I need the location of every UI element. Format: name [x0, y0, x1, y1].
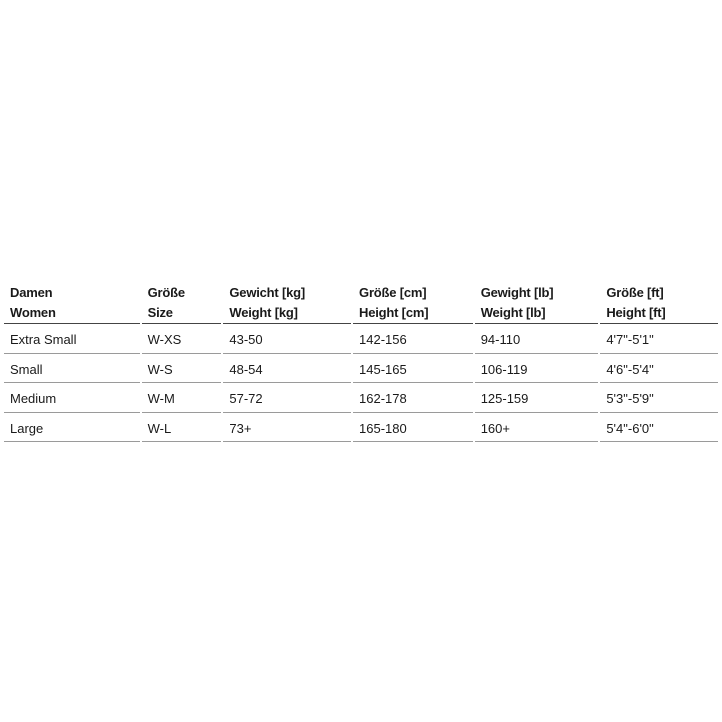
header-label-en: Height [cm]	[359, 305, 429, 320]
cell-height-cm: 162-178	[353, 383, 473, 413]
header-label-en: Women	[10, 305, 56, 320]
cell-height-cm: 165-180	[353, 413, 473, 443]
header-cell-size	[142, 282, 222, 324]
cell-height-ft: 4'6"-5'4"	[600, 354, 718, 384]
table-header-row	[4, 282, 718, 324]
cell-height-ft: 5'3"-5'9"	[600, 383, 718, 413]
header-cell-height-cm	[353, 282, 473, 324]
header-label-de: Gewight [lb]	[480, 285, 554, 300]
cell-size: W-M	[142, 383, 222, 413]
table-row	[4, 413, 718, 443]
cell-weight-kg: 43-50	[223, 324, 351, 354]
header-cell-category	[4, 282, 140, 324]
header-cell-weight-lb	[475, 282, 599, 324]
header-label-de: Damen	[10, 285, 53, 300]
header-label-de: Größe	[147, 285, 185, 300]
cell-category: Large	[4, 413, 140, 443]
cell-weight-lb: 125-159	[475, 383, 599, 413]
header-cell-height-ft	[600, 282, 718, 324]
table-row	[4, 383, 718, 413]
header-label-de: Größe [cm]	[359, 285, 427, 300]
header-label-en: Weight [kg]	[229, 305, 298, 320]
cell-height-cm: 142-156	[353, 324, 473, 354]
cell-height-cm: 145-165	[353, 354, 473, 384]
size-chart-table	[4, 282, 718, 442]
cell-height-ft: 4'7"-5'1"	[600, 324, 718, 354]
cell-size: W-XS	[142, 324, 222, 354]
header-label-en: Size	[147, 305, 173, 320]
cell-weight-kg: 57-72	[223, 383, 351, 413]
header-label-en: Height [ft]	[606, 305, 666, 320]
header-label-de: Gewicht [kg]	[229, 285, 305, 300]
cell-category: Extra Small	[4, 324, 140, 354]
table-row	[4, 354, 718, 384]
cell-weight-kg: 48-54	[223, 354, 351, 384]
cell-category: Small	[4, 354, 140, 384]
cell-weight-lb: 160+	[475, 413, 599, 443]
cell-height-ft: 5'4"-6'0"	[600, 413, 718, 443]
cell-category: Medium	[4, 383, 140, 413]
header-label-de: Größe [ft]	[606, 285, 664, 300]
table-row	[4, 324, 718, 354]
cell-weight-lb: 94-110	[475, 324, 599, 354]
cell-weight-kg: 73+	[223, 413, 351, 443]
cell-weight-lb: 106-119	[475, 354, 599, 384]
header-label-en: Weight [lb]	[480, 305, 546, 320]
header-cell-weight-kg	[223, 282, 351, 324]
cell-size: W-L	[142, 413, 222, 443]
cell-size: W-S	[142, 354, 222, 384]
